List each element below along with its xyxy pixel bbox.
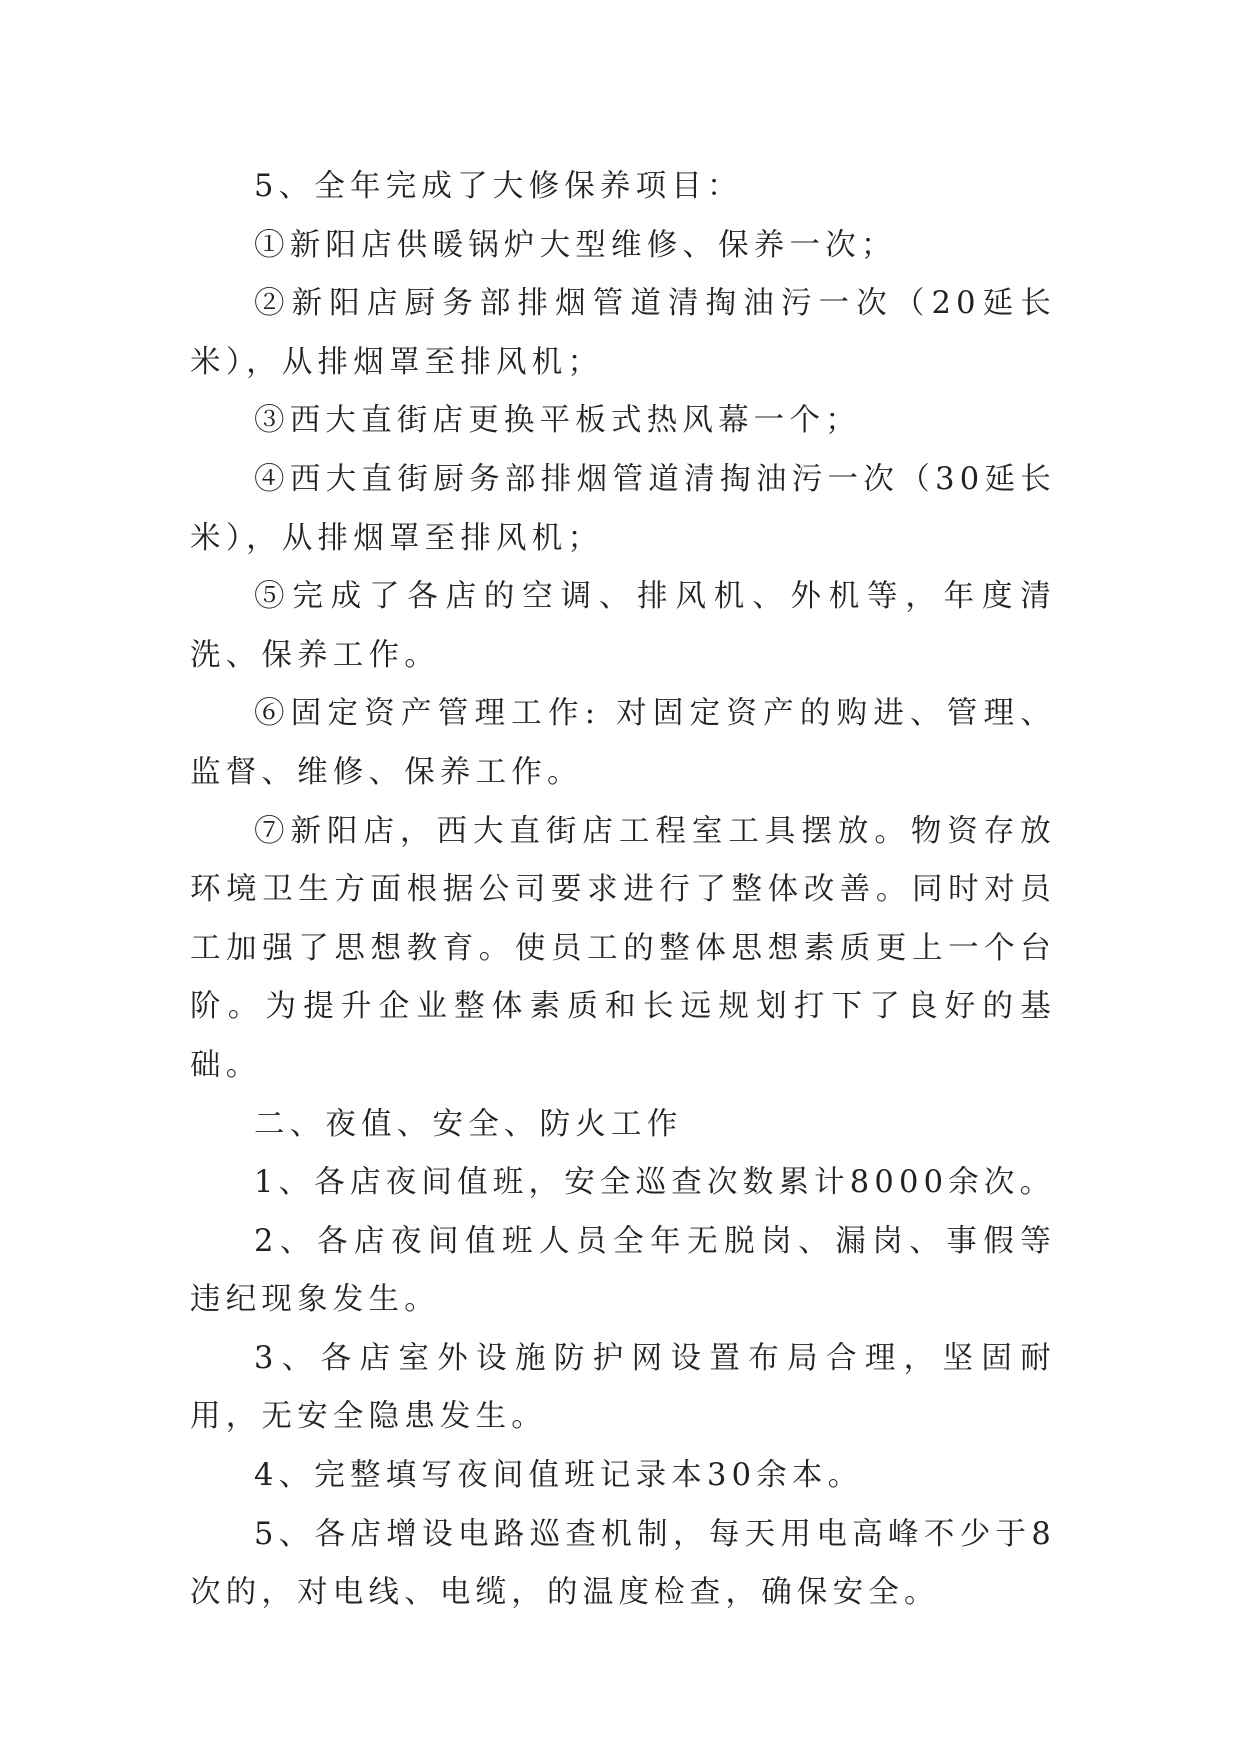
paragraph-item-5: ⑤完成了各店的空调、排风机、外机等，年度清洗、保养工作。 xyxy=(190,579,1056,673)
paragraph-item-2: ②新阳店厨务部排烟管道清掏油污一次（20延长米），从排烟罩至排风机； xyxy=(190,286,1056,380)
paragraph-item-1: ①新阳店供暖锅炉大型维修、保养一次； xyxy=(254,227,897,263)
paragraph-safety-3: 3、各店室外设施防护网设置布局合理，坚固耐用，无安全隐患发生。 xyxy=(190,1340,1056,1435)
paragraph-item-3: ③西大直街店更换平板式热风幕一个； xyxy=(254,403,861,439)
paragraph-safety-2: 2、各店夜间值班人员全年无脱岗、漏岗、事假等违纪现象发生。 xyxy=(190,1223,1056,1318)
paragraph-safety-1: 1、各店夜间值班，安全巡查次数累计8000余次。 xyxy=(254,1165,1056,1201)
paragraph-item-4: ④西大直街厨务部排烟管道清掏油污一次（30延长米），从排烟罩至排风机； xyxy=(190,461,1056,556)
paragraph-safety-4: 4、完整填写夜间值班记录本30余本。 xyxy=(254,1458,864,1494)
paragraph-safety-5: 5、各店增设电路巡查机制，每天用电高峰不少于8次的，对电线、电缆，的温度检查，确保安全。 xyxy=(190,1516,1056,1611)
section-heading-night-safety: 二、夜值、安全、防火工作 xyxy=(254,1106,683,1142)
paragraph-item-7: ⑦新阳店，西大直街店工程室工具摆放。物资存放环境卫生方面根据公司要求进行了整体改善。同时对员工加强了思想教育。使员工的整体思想素质更上一个台阶。为提升企业整体素质和长远规划打下了良好的基础。 xyxy=(190,813,1056,1083)
document-body xyxy=(190,158,1056,1623)
paragraph-overhaul-heading: 5、全年完成了大修保养项目： xyxy=(254,169,743,204)
paragraph-item-6: ⑥固定资产管理工作: 对固定资产的购进、管理、监督、维修、保养工作。 xyxy=(190,696,1056,790)
